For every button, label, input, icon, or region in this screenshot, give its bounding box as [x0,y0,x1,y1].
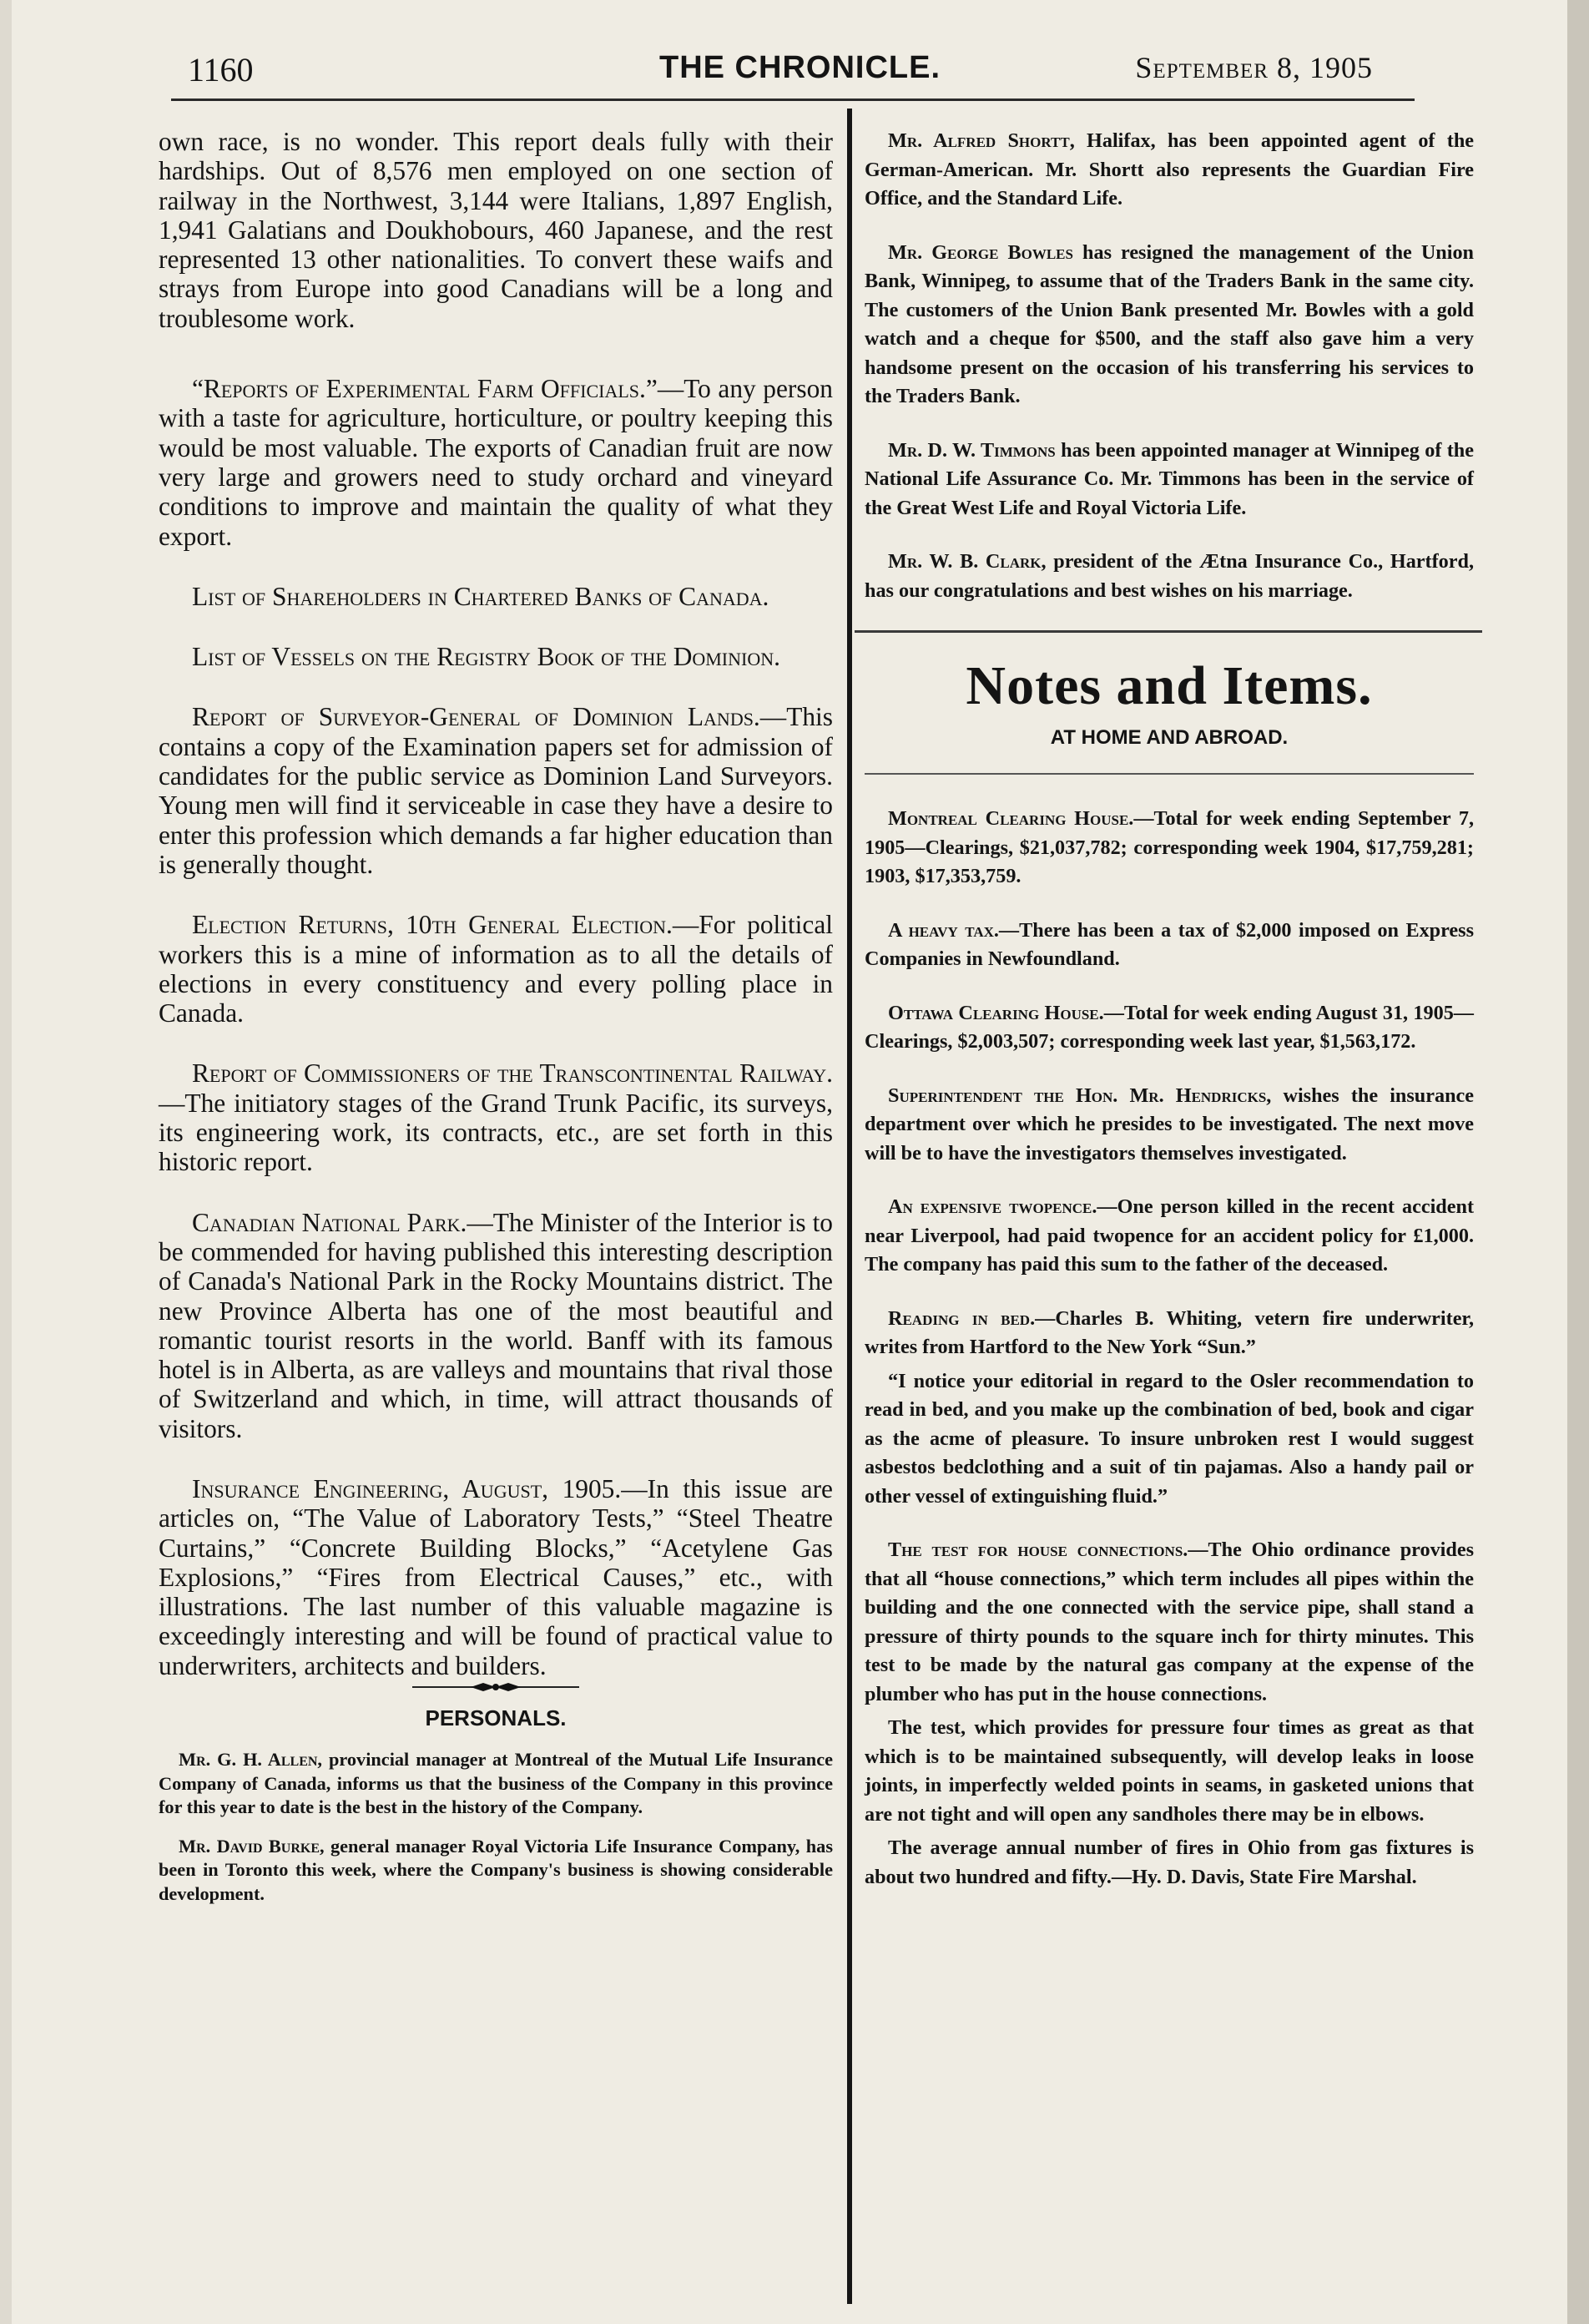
news-item [865,805,1474,892]
news-item [865,1305,1474,1362]
news-item [865,1193,1474,1280]
news-item [865,917,1474,974]
item-heading: Montreal Clearing House. [888,807,1134,830]
page-edge-right [1567,0,1589,2324]
section-title-notes: Notes and Items. [966,655,1373,716]
news-item [865,1082,1474,1169]
personal-item [865,437,1474,523]
article-paragraph [159,374,833,551]
item-body: —The Ohio ordinance provides that all “house connections,” which term includes all pipes within the building and the one connected with the service pipe, shall stand a pressure of thirty pounds to the square inch for thirty minutes. This test to be made by the natural gas company at the expense of the plumber who has put in the house connections. [865,1538,1474,1705]
person-name: Mr. D. W. Timmons [888,438,1056,462]
person-name: Mr. George Bowles [888,240,1073,264]
item-heading: Ottawa Clearing House. [888,1001,1104,1024]
item-heading: A heavy tax. [888,918,999,942]
personal-item [865,239,1474,412]
news-item-continued: The average annual number of fires in Ohio from gas fixtures is about two hundred and fifty.—Hy. D. Davis, State Fire Marshal. [865,1836,1474,1888]
header-rule [171,99,1415,101]
article-heading: Election Returns, 10th General Election. [192,910,673,940]
issue-date: September 8, 1905 [1135,51,1373,84]
article-heading: List of Vessels on the Registry Book of the Dominion. [192,642,780,672]
person-name: Mr. W. B. Clark, [888,550,1047,573]
person-name: Mr. Alfred Shortt, [888,129,1075,152]
personal-body: has resigned the management of the Union Bank, Winnipeg, to assume that of the Traders Bank in the same city. The customers of the Union Bank presented Mr. Bowles with a gold watch and a cheque for $500, and the staff also gave him a very handsome present on the occasion of his transferring his services to the Traders Bank. [865,240,1475,407]
ornament-rule [412,1680,579,1694]
right-column [865,127,1474,1917]
publication-title: THE CHRONICLE. [659,50,941,85]
article-heading: Insurance Engineering, August, 1905. [192,1473,622,1503]
article-body: —To any person with a taste for agriculture, horticulture, or poultry keeping this would be most valuable. The exports of Canadian fruit are now very large and growers need to study orchard and vineyard conditions to improve and maintain the quality of what they export. [159,374,833,551]
article-body: —The Minister of the Interior is to be commended for having published this interesting description of Canada's National Park in the Rocky Mountains district. The new Province Alberta has one of the most beautiful and romantic tourist resorts in the world. Banff with its famous hotel is in Alberta, as are valleys and mountains that rival those of Switzerland and which, in time, will attract thousands of visitors. [159,1207,833,1443]
item-body: —One person killed in the recent accident near Liverpool, had paid twopence for an accident policy for £1,000. The company has paid this sum to the father of the deceased. [865,1195,1474,1276]
item-body: —Charles B. Whiting, vetern fire underwriter, writes from Hartford to the New York “Sun.” [865,1306,1474,1358]
column-divider [847,109,852,2304]
article-body: —The initiatory stages of the Grand Trunk Pacific, its surveys, its engineering work, its contracts, etc., are set forth in this historic report. [159,1088,833,1177]
article-paragraph [159,1058,833,1176]
article-heading: Report of Commissioners of the Transcontinental Railway. [192,1058,833,1089]
personal-body: Halifax, has been appointed agent of the German-American. Mr. Shortt also represents the Guardian Fire Office, and the Standard Life. [865,129,1475,210]
article-paragraph [159,702,833,879]
section-title-personals: PERSONALS. [425,1705,567,1731]
page-edge-left [0,0,12,2324]
article-paragraph [159,582,833,611]
item-body: —Total for week ending August 31, 1905—Clearings, $2,003,507; corresponding week last year, $1,563,172. [865,1001,1474,1053]
personal-body: general manager Royal Victoria Life Insurance Company, has been in Toronto this week, where the Company's business is showing considerable development. [159,1835,833,1904]
article-paragraph [159,1208,833,1443]
item-heading: Superintendent the Hon. Mr. Hendricks, [888,1084,1272,1107]
article-body: —For political workers this is a mine of information as to all the details of elections in every constituency and every polling place in Canada. [159,910,833,1028]
section-rule [865,773,1474,775]
left-column [159,127,833,1921]
section-rule [855,630,1482,633]
article-paragraph [159,642,833,671]
item-heading: Reading in bed. [888,1306,1036,1330]
news-item [865,999,1474,1057]
article-body: —This contains a copy of the Examination papers set for admission of candidates for the public service as Dominion Land Surveyors. Young men will find it serviceable in case they have a desire to enter this profession which demands a far higher education than is generally thought. [159,702,833,879]
article-paragraph: own race, is no wonder. This report deals fully with their hardships. Out of 8,576 men employed on one section of railway in the Northwest, 3,144 were Italians, 1,897 English, 1,941 Galatians and Doukhobours, 460 Japanese, and the rest represented 13 other nationalities. To convert these waifs and strays from Europe into good Canadians will be a long and troublesome work. [159,127,833,333]
section-subtitle: AT HOME AND ABROAD. [1050,726,1289,749]
item-heading: An expensive twopence. [888,1195,1097,1218]
personal-item [159,1835,833,1907]
personal-item [865,127,1474,214]
personal-item [159,1748,833,1820]
person-name: Mr. G. H. Allen, [179,1749,323,1771]
item-body: —Total for week ending September 7, 1905—Clearings, $21,037,782; corresponding week 1904, $17,759,281; 1903, $17,353,759. [865,807,1475,887]
article-heading: Canadian National Park. [192,1207,467,1237]
personal-body: provincial manager at Montreal of the Mutual Life Insurance Company of Canada, informs us that the business of the Company in this province for this year to date is the best in the history of the Company. [159,1749,834,1818]
article-heading: List of Shareholders in Chartered Banks of Canada. [192,581,769,611]
person-name: Mr. David Burke, [179,1835,325,1857]
quoted-letter: “I notice your editorial in regard to the Osler recommendation to read in bed, and you make up the combination of bed, book and cigar as the acme of pleasure. To insure unbroken rest I would suggest asbestos bedclothing and a suit of tin pajamas. Also a handy pail or other vessel of extinguishing fluid.” [865,1369,1474,1508]
personal-item [865,548,1474,605]
page-number: 1160 [188,51,254,88]
personal-body: has been appointed manager at Winnipeg of the National Life Assurance Co. Mr. Timmons has been in the service of the Great West Life and Royal Victoria Life. [865,438,1474,519]
news-item-continued: The test, which provides for pressure four times as great as that which is to be maintained subsequently, will develop leaks in loose joints, in imperfectly welded points in seams, in gasketed unions that are not tight and will open any sandholes there may be in elbows. [865,1716,1474,1826]
item-body: wishes the insurance department over which he presides to be investigated. The next move will be to have the investigators themselves investigated. [865,1084,1474,1165]
article-paragraph [159,910,833,1028]
article-body: —In this issue are articles on, “The Value of Laboratory Tests,” “Steel Theatre Curtains,” “Concrete Building Blocks,” “Acetylene Gas Explosions,” “Fires from Electrical Causes,” etc., with illustrations. The last number of this valuable magazine is exceedingly interesting and will be found of practical value to underwriters, architects and builders. [159,1473,833,1680]
article-heading: Report of Surveyor-General of Dominion Lands. [192,702,760,732]
item-body: —There has been a tax of $2,000 imposed on Express Companies in Newfoundland. [865,918,1474,970]
personal-body: president of the Ætna Insurance Co., Hartford, has our congratulations and best wishes on his marriage. [865,550,1474,602]
article-heading: “Reports of Experimental Farm Officials.” [192,374,658,404]
news-item [865,1536,1474,1709]
item-heading: The test for house connections. [888,1538,1188,1561]
page-header [188,50,1373,97]
article-paragraph [159,1474,833,1680]
